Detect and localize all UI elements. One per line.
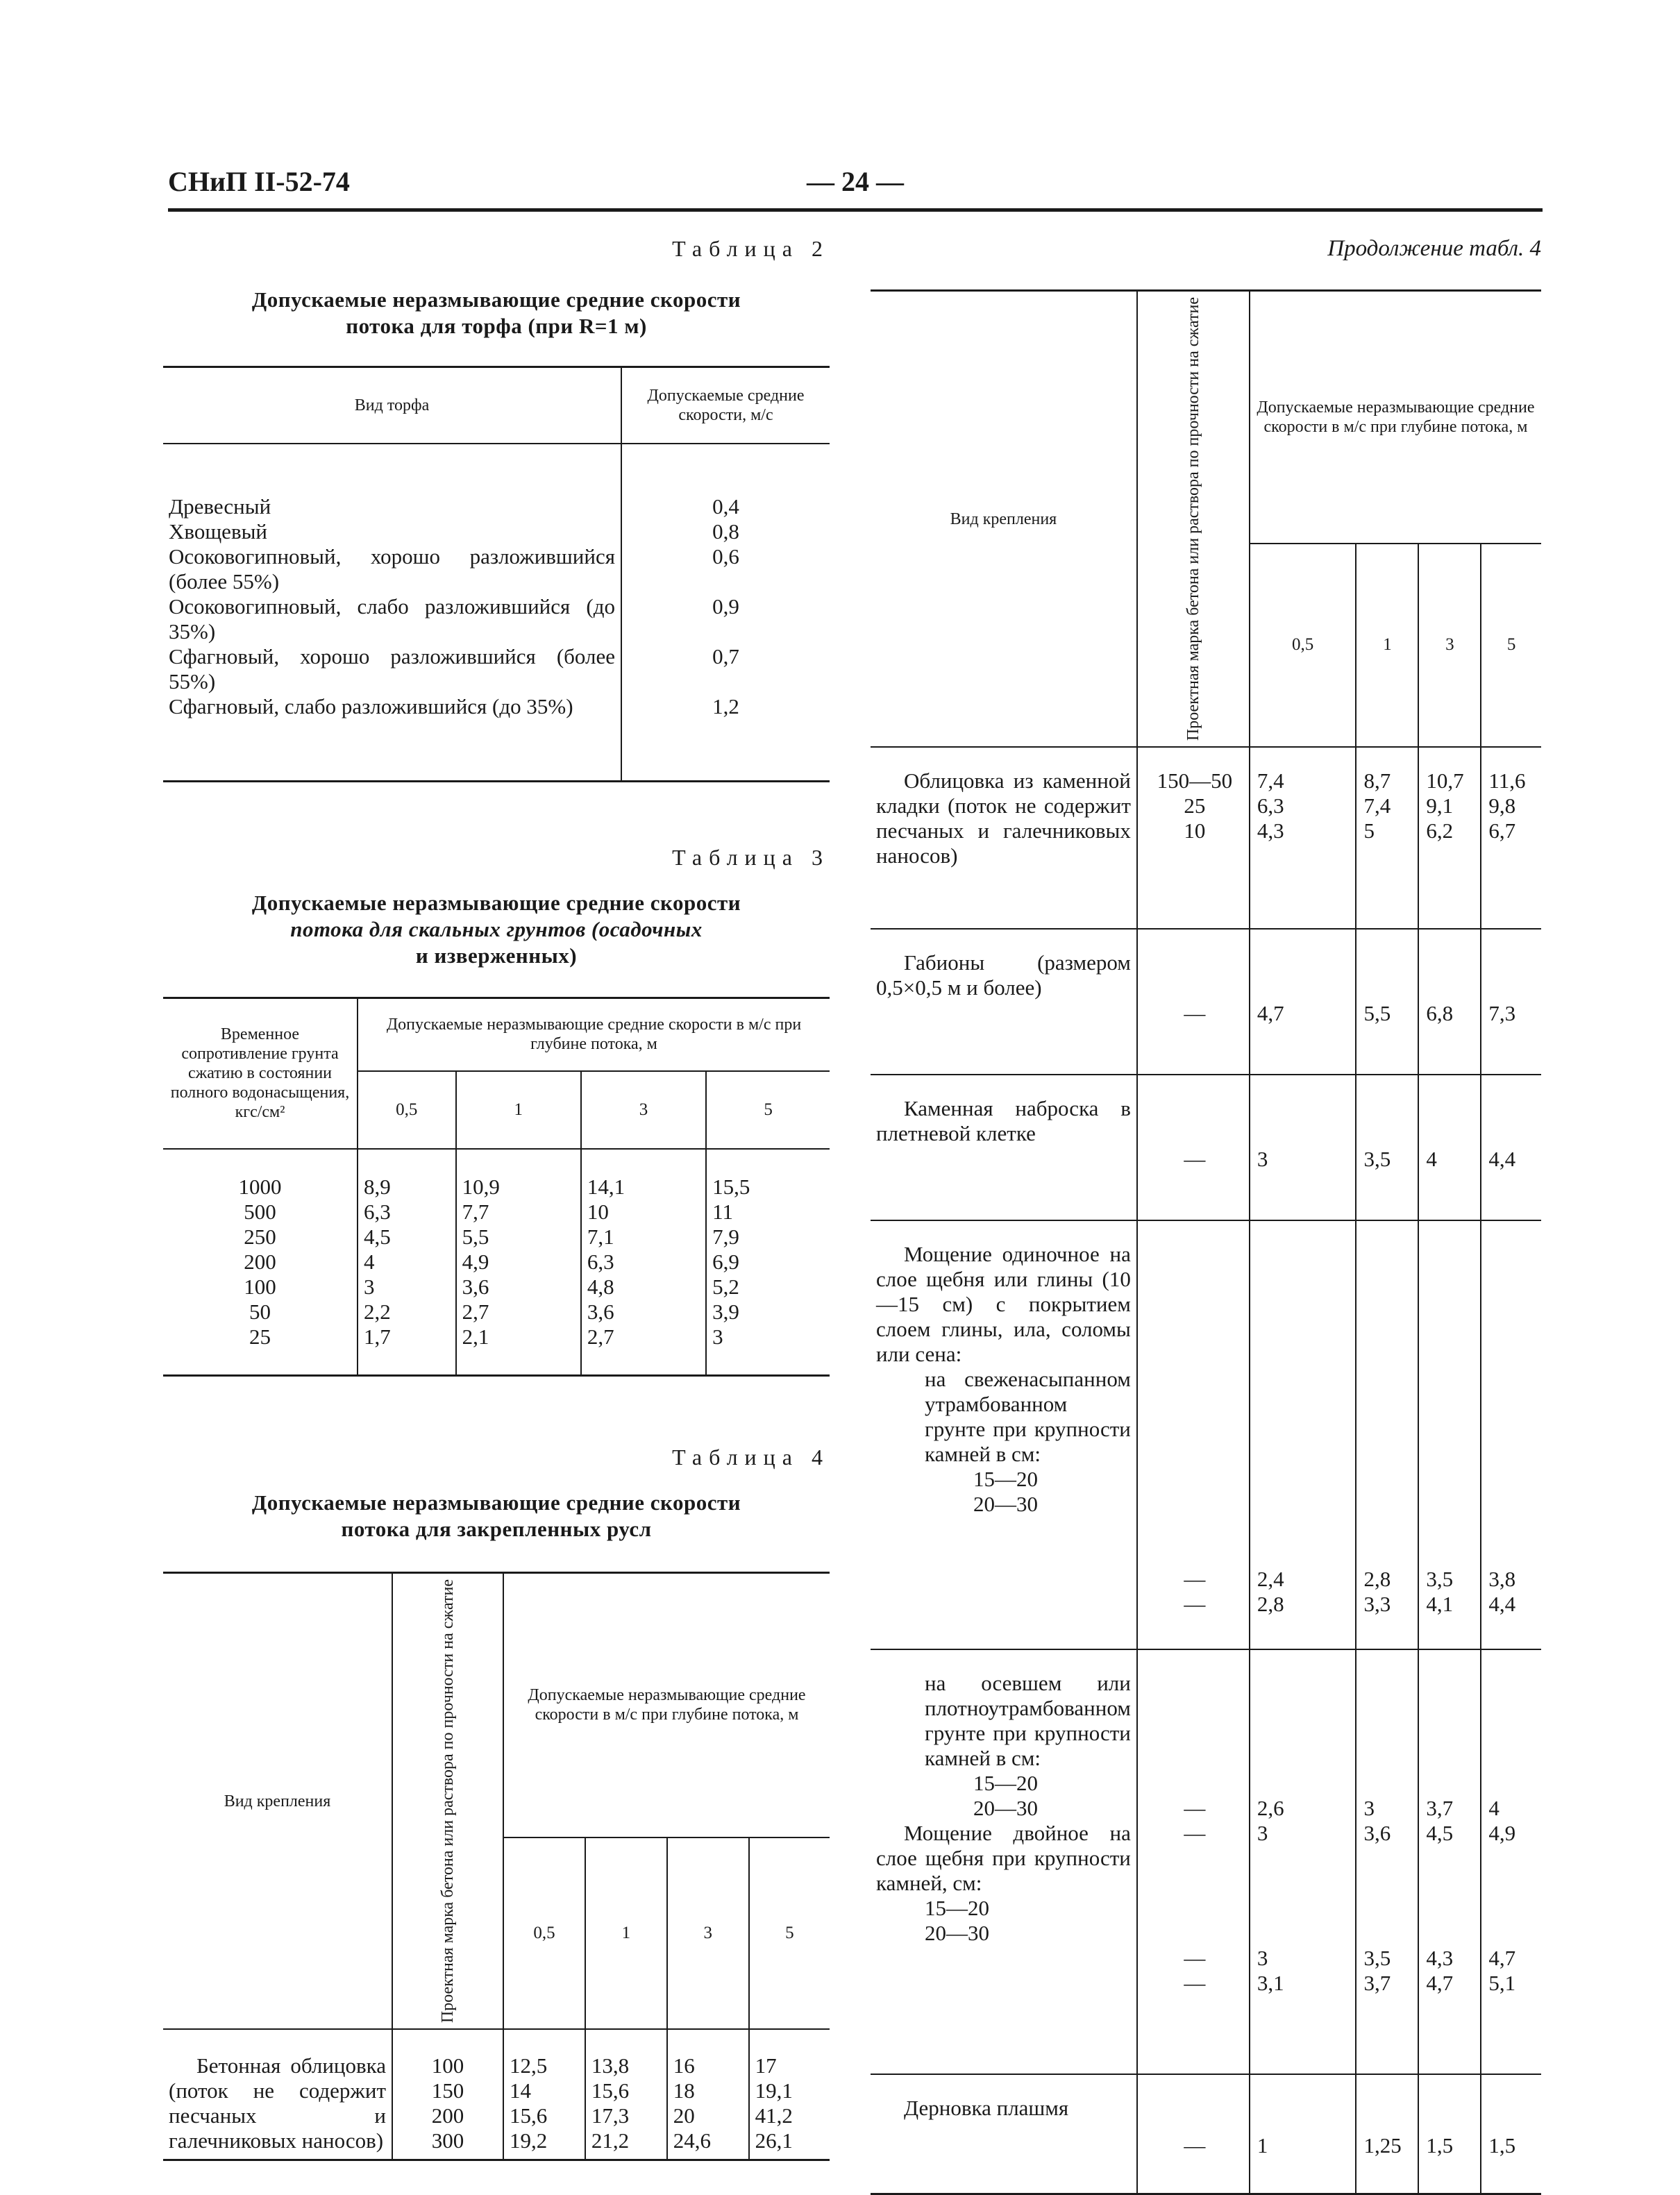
- table3-value: 4,5: [364, 1225, 391, 1249]
- table2-row-name: Древесный: [169, 494, 271, 519]
- table4-value-cell: [1250, 747, 1356, 929]
- table4-value-cell: [1250, 2074, 1356, 2194]
- table4-value: —: [1184, 1147, 1206, 1172]
- table3-resist-value: 200: [244, 1250, 276, 1274]
- table3-col-resist: Временное сопротивление грунта сжатию в состоянии полного водонасыщения, кгс/см²: [163, 998, 358, 1149]
- table3-value: 2,7: [587, 1324, 614, 1349]
- table4-value: 1,25: [1363, 2133, 1402, 2158]
- table3-d1-cell: [456, 1149, 581, 1376]
- table2-value-cell: [621, 444, 830, 782]
- table4-value: 7,4 6,3 4,3: [1257, 768, 1284, 843]
- table4-value-cell: [1250, 1649, 1356, 2074]
- table4-cont-depth-header: 0,5: [1250, 544, 1356, 747]
- table4-value: 3,8 4,4: [1488, 1567, 1516, 1617]
- table4-value-cell: [1481, 1075, 1541, 1220]
- table4-type-name: Дерновка плашмя: [904, 2096, 1069, 2121]
- table2-row-name: Сфагновый, хорошо разложившийся (более 55%): [169, 644, 615, 693]
- table4-value-cell: [1418, 929, 1481, 1075]
- table3-value: 10: [587, 1200, 609, 1224]
- table3: [163, 997, 830, 1377]
- table4-title: [163, 1490, 830, 1542]
- table4-value: —: [1184, 2133, 1206, 2158]
- table4-cont-depth-header: 1: [1356, 544, 1418, 747]
- table2-row-name: Осоковогипновый, слабо разложившийся (до 35%): [169, 594, 615, 644]
- table3-value: 1,7: [364, 1324, 391, 1349]
- table4-col-speed: Допускаемые неразмывающие средние скорости в м/с при глубине потока, м: [503, 1573, 830, 1837]
- table2-title: [163, 287, 830, 339]
- table4-value: 3,5 3,7: [1363, 1946, 1391, 1996]
- table3-depth-header: 3: [581, 1071, 706, 1149]
- table3-value: 3,6: [462, 1275, 489, 1299]
- table4-value: 4: [1426, 1147, 1437, 1172]
- table3-d3-cell: [581, 1149, 706, 1376]
- table3-d05-cell: [358, 1149, 456, 1376]
- table3-depth-header: 1: [456, 1071, 581, 1149]
- table4-value: 7,3: [1488, 1001, 1516, 1026]
- table4-value-cell: [1481, 929, 1541, 1075]
- table2-col-speed: Допускаемые средние скорости, м/с: [621, 367, 830, 444]
- table4-value: 4,7: [1257, 1001, 1284, 1026]
- table4-value: 1: [1257, 2133, 1268, 2158]
- table4-value-cell: [1250, 1075, 1356, 1220]
- table4-value: 12,5 14 15,6 19,2: [510, 2053, 548, 2153]
- header-rule: [168, 208, 1543, 212]
- table4-value: —: [1184, 1001, 1206, 1026]
- table4-value: — —: [1184, 1946, 1206, 1996]
- table3-resist-cell: [163, 1149, 358, 1376]
- table-row: [871, 929, 1541, 1075]
- table4-value: 6,8: [1426, 1001, 1454, 1026]
- table3-value: 2,7: [462, 1300, 489, 1324]
- table4-type-cell: [871, 1649, 1137, 2074]
- table3-value: 3: [364, 1275, 375, 1299]
- left-column: [163, 236, 830, 2161]
- table4-type-cell: [871, 2074, 1137, 2194]
- table3-title: [163, 890, 830, 969]
- table4-type-name: Мощение двойное на слое щебня при крупности камней, см:: [876, 1821, 1131, 1896]
- table-row: [871, 1649, 1541, 2074]
- table4-value: 16 18 20 24,6: [673, 2053, 712, 2153]
- table4-value-cell: [1418, 747, 1481, 929]
- table4-value: 8,7 7,4 5: [1363, 768, 1391, 843]
- table4-value: 10,7 9,1 6,2: [1426, 768, 1464, 843]
- table4-cont-depth-header: 5: [1481, 544, 1541, 747]
- table3-label: Таблица 3: [672, 844, 830, 870]
- table3-value: 7,1: [587, 1225, 614, 1249]
- table4-depth-header: 5: [749, 1837, 830, 2029]
- table4-stone-sizes: 15—20 20—30: [925, 1896, 989, 1946]
- table4-value-cell: [1356, 1220, 1418, 1649]
- table2-name-cell: [163, 444, 621, 782]
- table3-value: 6,3: [587, 1250, 614, 1274]
- table4-depth-header: 0,5: [503, 1837, 585, 2029]
- table4-value: 17 19,1 41,2 26,1: [755, 2053, 793, 2153]
- table4-value: 4,4: [1488, 1147, 1516, 1172]
- table4-cont-col-speed: Допускаемые неразмывающие средние скорости в м/с при глубине потока, м: [1250, 291, 1541, 544]
- table4-cont-col-type: Вид крепления: [871, 291, 1137, 748]
- table4-value-cell: [1418, 1220, 1481, 1649]
- table2-row-value: 1,2: [712, 693, 739, 718]
- table2-row-name: Сфагновый, слабо разложившийся (до 35%): [169, 693, 573, 718]
- table3-value: 6,9: [712, 1250, 739, 1274]
- table4-type-name: Мощение одиночное на слое щебня или глины (10—15 см) с покрытием слоем глины, ила, соломы или сена:: [876, 1242, 1131, 1367]
- table3-value: 15,5: [712, 1175, 750, 1199]
- table3-value: 3,9: [712, 1300, 739, 1324]
- table4-value: 4 4,9: [1488, 1796, 1516, 1846]
- table3-value: 8,9: [364, 1175, 391, 1199]
- table4-part2: [871, 289, 1541, 2195]
- table-row: [871, 2074, 1541, 2194]
- table3-value: 5,2: [712, 1275, 739, 1299]
- table3-value: 10,9: [462, 1175, 500, 1199]
- table3-depth-header: 0,5: [358, 1071, 456, 1149]
- table3-depth-header: 5: [706, 1071, 830, 1149]
- table3-value: 11: [712, 1200, 734, 1224]
- table4-type-name: Облицовка из каменной кладки (поток не содержит песчаных и галечниковых наносов): [876, 768, 1131, 868]
- table3-title-line1: Допускаемые неразмывающие средние скорости: [251, 890, 741, 915]
- table4-value-cell: [392, 2029, 503, 2160]
- table4-stone-sizes: 15—20 20—30: [973, 1467, 1038, 1517]
- table2-row-value: 0,4: [712, 494, 739, 519]
- table2-col-type: Вид торфа: [163, 367, 621, 444]
- table4-value: 2,6 3: [1257, 1796, 1284, 1846]
- table4-type-cell: [871, 747, 1137, 929]
- table3-resist-value: 25: [249, 1324, 271, 1349]
- table4-value-cell: [1356, 2074, 1418, 2194]
- table2: [163, 366, 830, 782]
- table4-value: 3 3,1: [1257, 1946, 1284, 1996]
- table4-value: 1,5: [1426, 2133, 1454, 2158]
- table4-depth-header: 3: [667, 1837, 749, 2029]
- table4-col-type: Вид крепления: [163, 1573, 392, 2030]
- table4-value-cell: [1418, 1075, 1481, 1220]
- page-header: [168, 165, 1543, 214]
- table4-value-cell: [1250, 1220, 1356, 1649]
- table3-value: 2,1: [462, 1324, 489, 1349]
- table4-part1: [163, 1572, 830, 2161]
- table4-label: Таблица 4: [672, 1445, 830, 1470]
- table4-value-cell: [1137, 747, 1250, 929]
- table2-label: Таблица 2: [672, 236, 830, 261]
- right-column: [871, 236, 1541, 2195]
- table2-title-line1: Допускаемые неразмывающие средние скорости: [251, 287, 741, 312]
- table4-value: 3: [1257, 1147, 1268, 1172]
- table3-value: 7,7: [462, 1200, 489, 1224]
- table4-value: 3,7 4,5: [1426, 1796, 1454, 1846]
- table-row: [871, 747, 1541, 929]
- table2-row-value: 0,8: [712, 519, 739, 544]
- table-row: [871, 1075, 1541, 1220]
- table-row: [163, 2029, 830, 2160]
- table4-value-cell: [1356, 747, 1418, 929]
- table3-resist-value: 50: [249, 1300, 271, 1324]
- table3-value: 5,5: [462, 1225, 489, 1249]
- table4-value-cell: [749, 2029, 830, 2160]
- table3-title-line2: потока для скальных грунтов (осадочных: [290, 916, 703, 941]
- table4-value-cell: [1481, 1649, 1541, 2074]
- table4-value-cell: [1137, 1075, 1250, 1220]
- table3-value: 6,3: [364, 1200, 391, 1224]
- table4-value: 13,8 15,6 17,3 21,2: [591, 2053, 630, 2153]
- table4-value: 3 3,6: [1363, 1796, 1391, 1846]
- table3-d5-cell: [706, 1149, 830, 1376]
- table3-value: 2,2: [364, 1300, 391, 1324]
- table4-cont-depth-header: 3: [1418, 544, 1481, 747]
- page-number: — 24 —: [807, 166, 904, 197]
- table3-resist-value: 100: [244, 1275, 276, 1299]
- table4-value: 100 150 200 300: [431, 2053, 464, 2153]
- table4-value-cell: [1356, 1075, 1418, 1220]
- table4-type-name: Бетонная облицовка (поток не содержит песчаных и галечниковых наносов): [169, 2053, 386, 2153]
- table4-value-cell: [1481, 2074, 1541, 2194]
- table4-type-subname: на свеженасыпанном утрамбованном грунте при крупности камней в см:: [925, 1367, 1131, 1467]
- table4-stone-sizes: 15—20 20—30: [973, 1771, 1038, 1821]
- table4-value-cell: [1137, 2074, 1250, 2194]
- table4-value-cell: [1137, 929, 1250, 1075]
- table4-depth-header: 1: [585, 1837, 667, 2029]
- table2-row-value: 0,7: [712, 644, 739, 668]
- table4-value-cell: [1250, 929, 1356, 1075]
- table3-value: 7,9: [712, 1225, 739, 1249]
- table4-col-grade: Проектная марка бетона или раствора по прочности на сжатие: [392, 1573, 503, 2030]
- table3-value: 4,8: [587, 1275, 614, 1299]
- table4-value-cell: [1356, 929, 1418, 1075]
- table4-value-cell: [1418, 1649, 1481, 2074]
- table2-row-name: Осоковогипновый, хорошо разложившийся (более 55%): [169, 544, 615, 594]
- table4-value: — —: [1184, 1567, 1206, 1617]
- table4-value-cell: [1356, 1649, 1418, 2074]
- table4-value: 1,5: [1488, 2133, 1516, 2158]
- table4-value-cell: [503, 2029, 585, 2160]
- table3-resist-value: 250: [244, 1225, 276, 1249]
- table3-value: 3,6: [587, 1300, 614, 1324]
- table4-value: 3,5: [1363, 1147, 1391, 1172]
- table4-cont-col-grade: Проектная марка бетона или раствора по прочности на сжатие: [1137, 291, 1250, 748]
- table4-value-cell: [1481, 1220, 1541, 1649]
- table4-type-name: Каменная наброска в плетневой клетке: [876, 1096, 1131, 1146]
- table2-row-name: Хвощевый: [169, 519, 267, 544]
- table3-resist-value: 500: [244, 1200, 276, 1224]
- table4-value-cell: [1137, 1649, 1250, 2074]
- table3-col-speed: Допускаемые неразмывающие средние скорости в м/с при глубине потока, м: [358, 998, 830, 1071]
- table4-value-cell: [667, 2029, 749, 2160]
- table4-value: 2,4 2,8: [1257, 1567, 1284, 1617]
- table4-value-cell: [1137, 1220, 1250, 1649]
- document-code: СНиП II-52-74: [168, 166, 350, 197]
- table4-value: 3,5 4,1: [1426, 1567, 1454, 1617]
- table4-continuation-label: Продолжение табл. 4: [1327, 236, 1541, 261]
- table4-value: 2,8 3,3: [1363, 1567, 1391, 1617]
- table4-value-cell: [1418, 2074, 1481, 2194]
- table4-value: 11,6 9,8 6,7: [1488, 768, 1526, 843]
- table4-title-line1: Допускаемые неразмывающие средние скорости: [251, 1490, 741, 1515]
- table2-row-value: 0,9: [712, 594, 739, 619]
- table4-value: 5,5: [1363, 1001, 1391, 1026]
- table4-type-cell: [871, 929, 1137, 1075]
- table3-resist-value: 1000: [238, 1175, 282, 1199]
- table2-row-value: 0,6: [712, 544, 739, 569]
- table3-value: 14,1: [587, 1175, 625, 1199]
- table4-value-cell: [1481, 747, 1541, 929]
- table4-title-line2: потока для закрепленных русл: [341, 1517, 652, 1541]
- table4-value: 4,3 4,7: [1426, 1946, 1454, 1996]
- table4-value-cell: [585, 2029, 667, 2160]
- table4-type-cell: [871, 1075, 1137, 1220]
- table3-value: 4,9: [462, 1250, 489, 1274]
- table3-value: 3: [712, 1324, 723, 1349]
- table2-title-line2: потока для торфа (при R=1 м): [346, 314, 647, 338]
- table4-value: — —: [1184, 1796, 1206, 1846]
- table-row: [871, 1220, 1541, 1649]
- table4-value: 4,7 5,1: [1488, 1946, 1516, 1996]
- table4-type-name: Габионы (размером 0,5×0,5 м и более): [876, 950, 1131, 1000]
- table4-type-cell: [163, 2029, 392, 2160]
- table3-title-line3: и изверженных): [415, 943, 578, 968]
- table4-type-cell: [871, 1220, 1137, 1649]
- table4-value: 150—50 25 10: [1157, 768, 1233, 843]
- table4-type-subname: на осевшем или плотноутрамбованном грунте при крупности камней в см:: [925, 1671, 1131, 1771]
- table3-value: 4: [364, 1250, 375, 1274]
